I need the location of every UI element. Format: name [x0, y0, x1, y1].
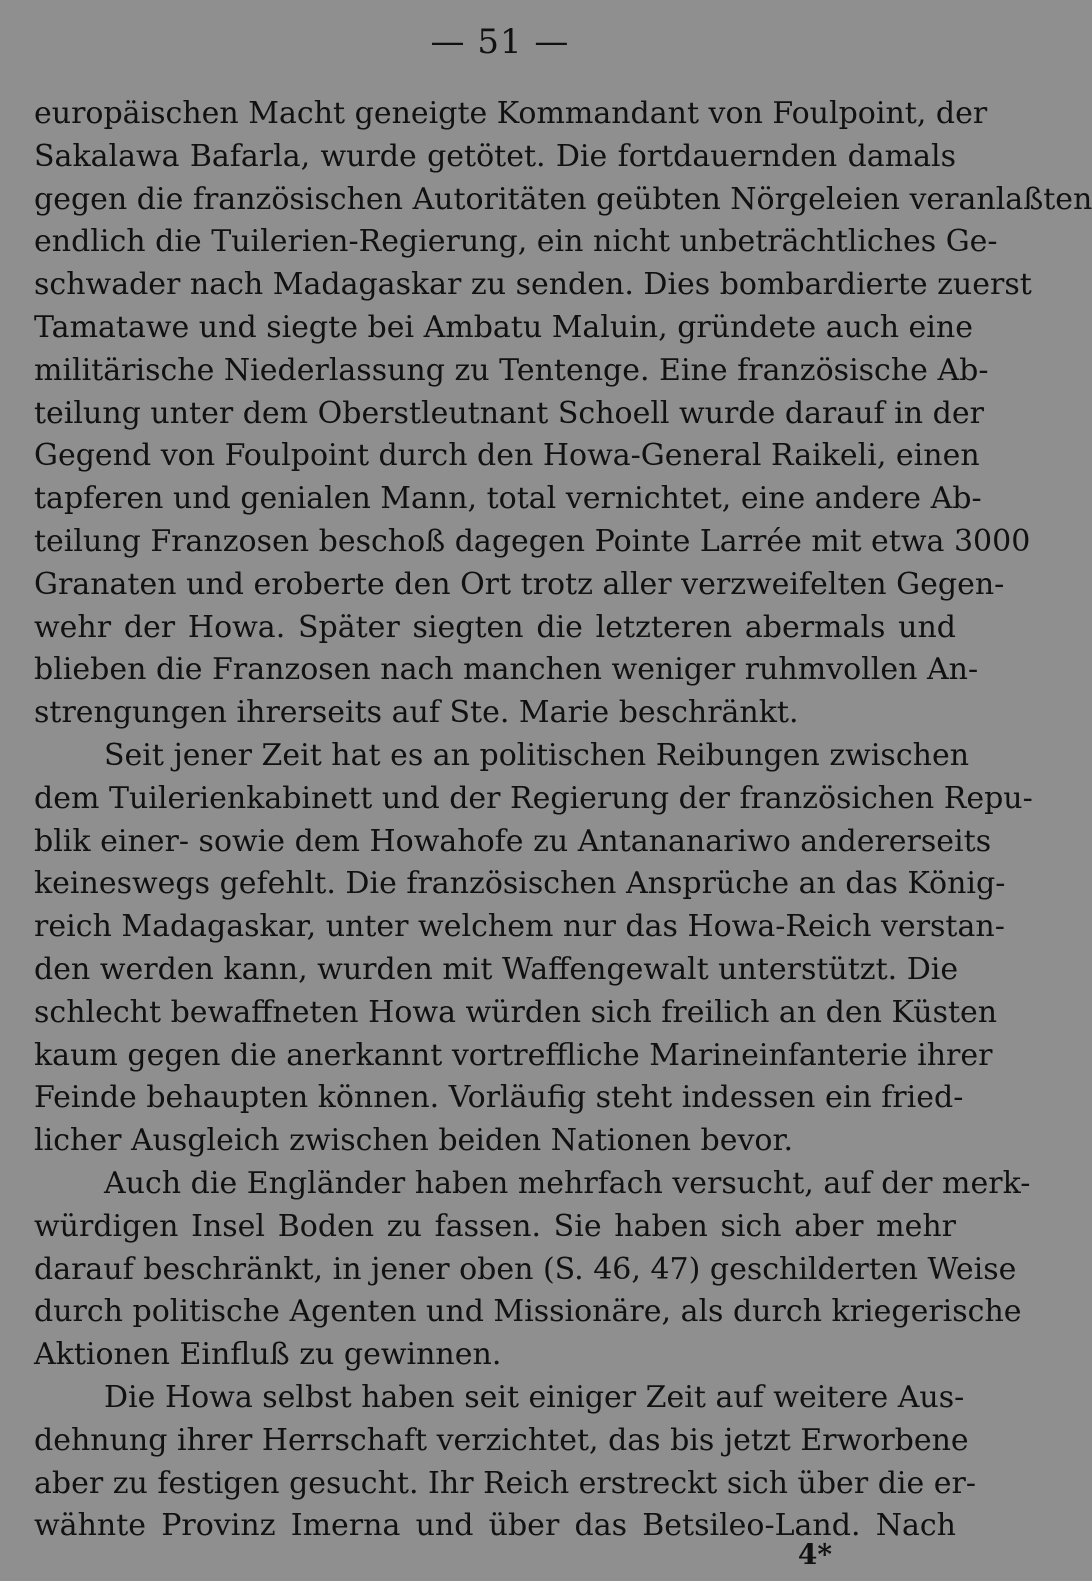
text-line: würdigen Insel Boden zu fassen. Sie haben sich aber mehr — [34, 1208, 956, 1244]
text-line: gegen die französischen Autoritäten geübten Nörgeleien veranlaßten — [34, 181, 1092, 217]
text-line: Die Howa selbst haben seit einiger Zeit auf weitere Aus- — [104, 1379, 965, 1415]
paragraph-2 — [34, 735, 1033, 1163]
text-line: reich Madagaskar, unter welchem nur das Howa-Reich verstan- — [34, 909, 1005, 945]
text-line: Auch die Engländer haben mehrfach versucht, auf der merk- — [104, 1165, 1031, 1201]
text-line: durch politische Agenten und Missionäre, als durch kriegerische — [34, 1294, 1022, 1330]
text-line: licher Ausgleich zwischen beiden Nationen bevor. — [34, 1123, 794, 1159]
text-line: endlich die Tuilerien-Regierung, ein nicht unbeträchtliches Ge- — [34, 224, 998, 260]
text-line: militärische Niederlassung zu Tentenge. Eine französische Ab- — [34, 352, 989, 388]
text-line: aber zu festigen gesucht. Ihr Reich erstreckt sich über die er- — [34, 1465, 977, 1501]
text-line: Sakalawa Bafarla, wurde getötet. Die fortdauernden damals — [34, 138, 956, 174]
text-line: Feinde behaupten können. Vorläufig steht indessen ein fried- — [34, 1080, 964, 1116]
text-line: wehr der Howa. Später siegten die letzteren abermals und — [34, 609, 956, 645]
text-line: blik einer- sowie dem Howahofe zu Antananariwo andererseits — [34, 823, 992, 859]
text-line: kaum gegen die anerkannt vortreffliche Marineinfanterie ihrer — [34, 1037, 993, 1073]
text-line: Granaten und eroberte den Ort trotz aller verzweifelten Gegen- — [34, 566, 1005, 602]
text-line: darauf beschränkt, in jener oben (S. 46, 47) geschilderten Weise — [34, 1251, 1017, 1287]
text-line: den werden kann, wurden mit Waffengewalt unterstützt. Die — [34, 951, 959, 987]
text-line: teilung Franzosen beschoß dagegen Pointe Larrée mit etwa 3000 — [34, 523, 1031, 559]
text-line: Aktionen Einfluß zu gewinnen. — [34, 1337, 502, 1373]
text-line: Tamatawe und siegte bei Ambatu Maluin, gründete auch eine — [34, 309, 973, 345]
text-line: schlecht bewaffneten Howa würden sich freilich an den Küsten — [34, 994, 998, 1030]
paragraph-3 — [34, 1163, 1031, 1377]
text-line: keineswegs gefehlt. Die französischen Ansprüche an das König- — [34, 866, 1006, 902]
text-line: wähnte Provinz Imerna und über das Betsileo-Land. Nach — [34, 1508, 956, 1544]
text-line: tapferen und genialen Mann, total vernichtet, eine andere Ab- — [34, 481, 982, 517]
text-line: strengungen ihrerseits auf Ste. Marie beschränkt. — [34, 695, 799, 731]
paragraph-4 — [34, 1377, 977, 1548]
text-line: dem Tuilerienkabinett und der Regierung der französichen Repu- — [34, 780, 1033, 816]
text-line: europäischen Macht geneigte Kommandant von Foulpoint, der — [34, 96, 988, 131]
signature-mark: 4* — [797, 1538, 832, 1571]
page-number: — 51 — — [430, 22, 570, 62]
text-line: dehnung ihrer Herrschaft verzichtet, das bis jetzt Erworbene — [34, 1422, 969, 1458]
text-line: teilung unter dem Oberstleutnant Schoell wurde darauf in der — [34, 395, 984, 431]
text-line: Seit jener Zeit hat es an politischen Reibungen zwischen — [104, 737, 970, 773]
text-line: Gegend von Foulpoint durch den Howa-General Raikeli, einen — [34, 438, 980, 474]
body-text — [34, 93, 1092, 1548]
text-line: schwader nach Madagaskar zu senden. Dies bombardierte zuerst — [34, 267, 1032, 303]
text-line: blieben die Franzosen nach manchen weniger ruhmvollen An- — [34, 652, 979, 688]
paragraph-1 — [34, 93, 1092, 735]
